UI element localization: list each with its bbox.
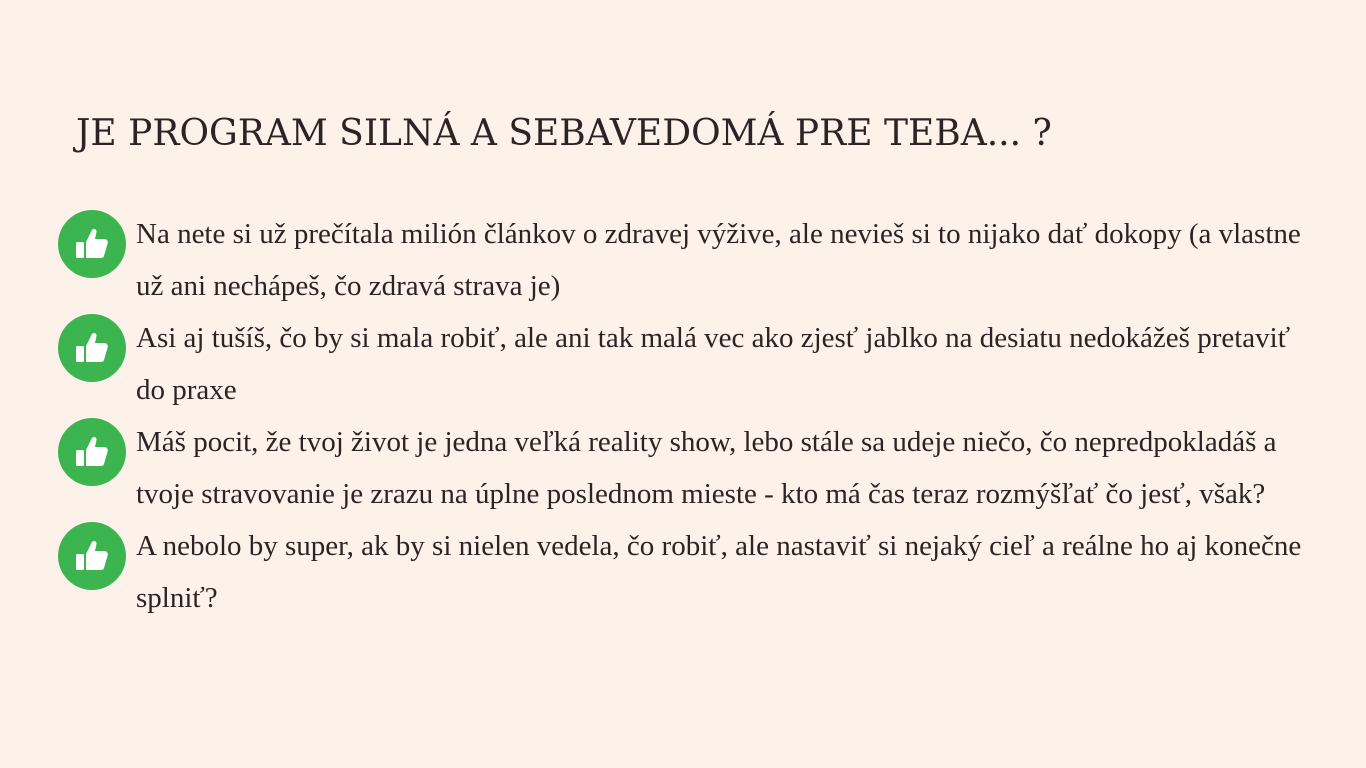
list-item-text: Asi aj tušíš, čo by si mala robiť, ale ani tak malá vec ako zjesť jablko na desiatu nedokážeš pretaviť do praxe bbox=[136, 322, 1291, 406]
thumbs-up-icon bbox=[58, 418, 126, 486]
list-item-text: Máš pocit, že tvoj život je jedna veľká reality show, lebo stále sa udeje niečo, čo nepredpokladáš a tvoje stravovanie je zrazu na úplne poslednom mieste - kto má čas teraz rozmýšľať čo jesť, však? bbox=[136, 426, 1277, 510]
list-item-text: Na nete si už prečítala milión článkov o zdravej výžive, ale nevieš si to nijako dať dokopy (a vlastne už ani nechápeš, čo zdravá strava je) bbox=[136, 218, 1301, 302]
list-item bbox=[58, 208, 1318, 312]
list-item bbox=[58, 520, 1318, 624]
thumbs-up-icon bbox=[58, 210, 126, 278]
benefit-list bbox=[58, 208, 1318, 624]
thumbs-up-icon bbox=[58, 522, 126, 590]
thumbs-up-icon bbox=[58, 314, 126, 382]
list-item bbox=[58, 312, 1318, 416]
list-item-text: A nebolo by super, ak by si nielen vedela, čo robiť, ale nastaviť si nejaký cieľ a reálne ho aj konečne splniť? bbox=[136, 530, 1302, 614]
page-title: JE PROGRAM SILNÁ A SEBAVEDOMÁ PRE TEBA... ? bbox=[76, 113, 1052, 154]
list-item bbox=[58, 416, 1318, 520]
